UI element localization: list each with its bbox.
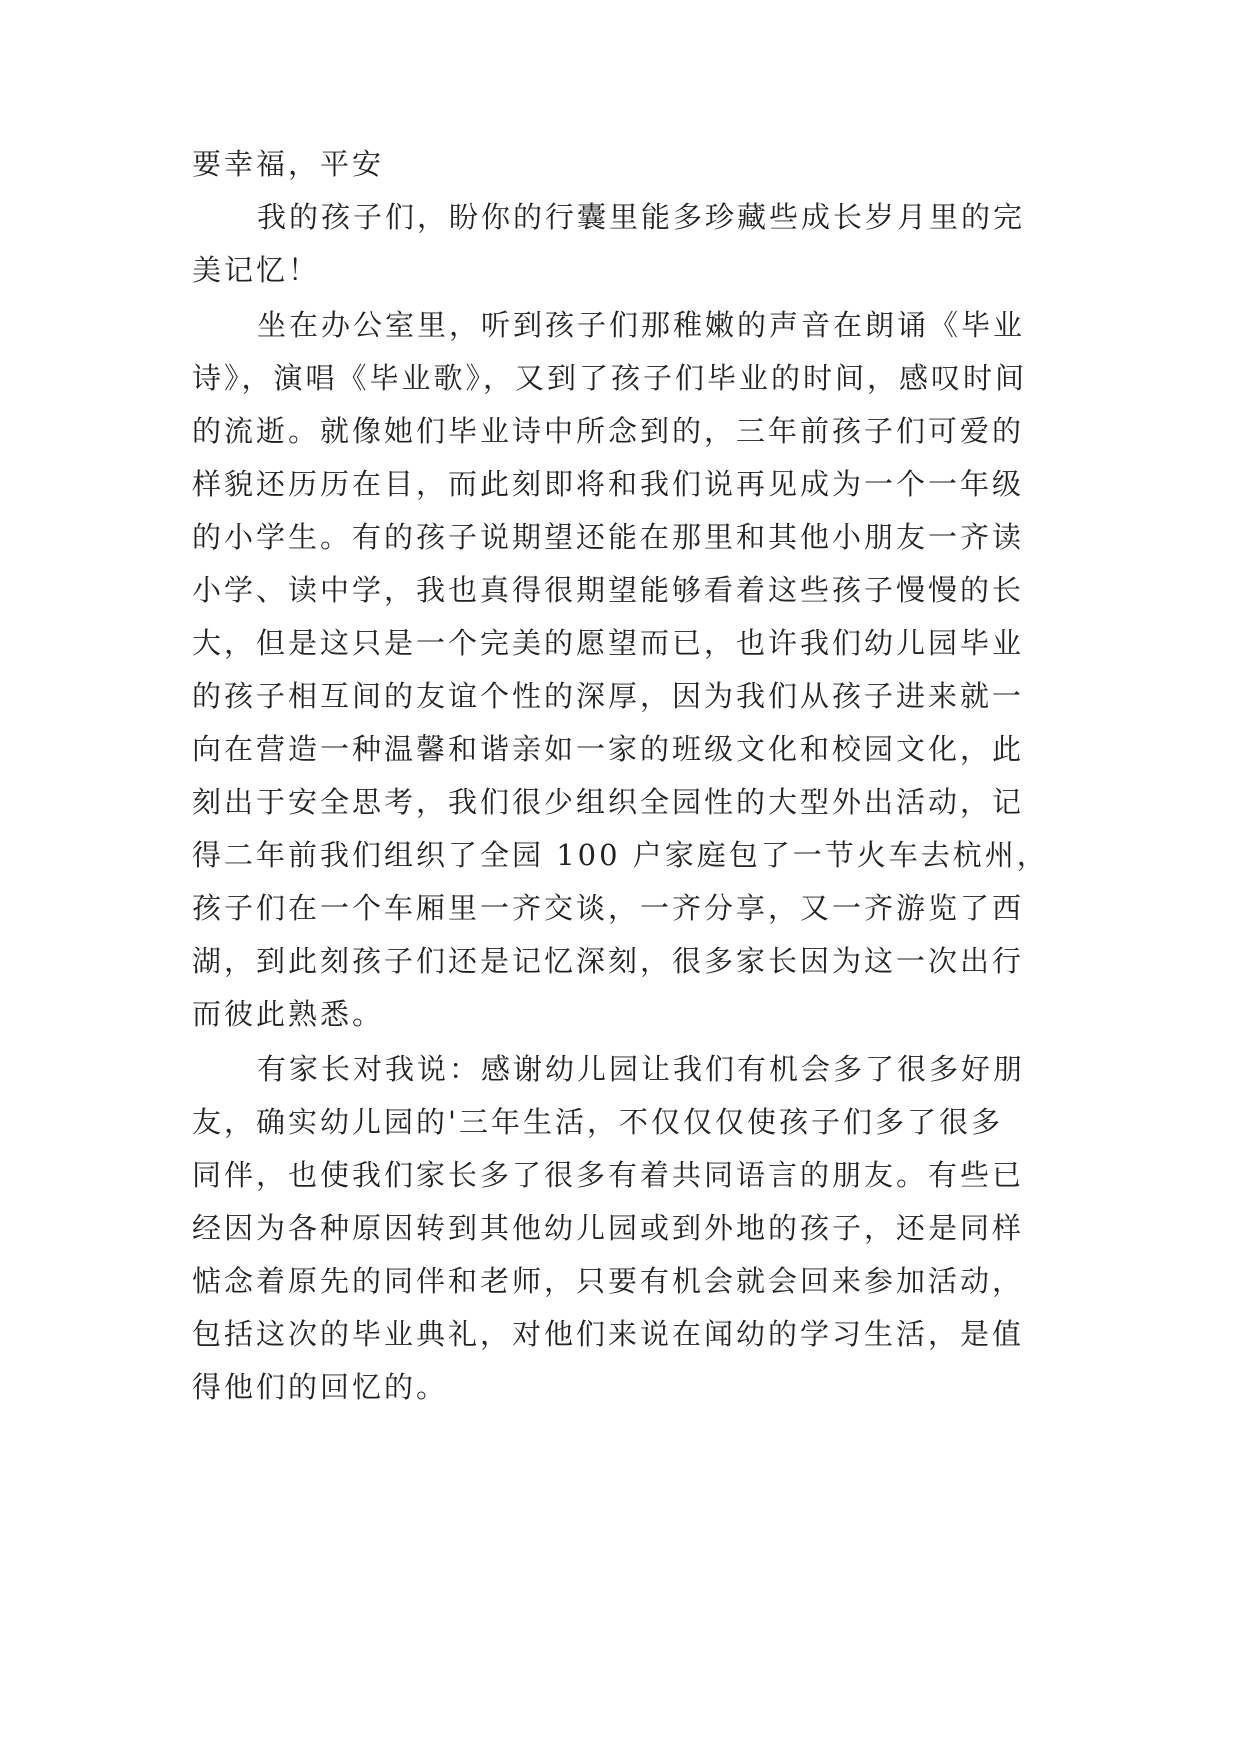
text-line: 向在营造一种温馨和谐亲如一家的班级文化和校园文化，此 <box>192 732 1025 766</box>
text-line: 包括这次的毕业典礼，对他们来说在闻幼的学习生活，是值 <box>192 1317 1025 1351</box>
text-line: 有家长对我说：感谢幼儿园让我们有机会多了很多好朋 <box>257 1052 1026 1086</box>
text-line: 刻出于安全思考，我们很少组织全园性的大型外出活动，记 <box>192 785 1025 819</box>
text-line: 坐在办公室里，听到孩子们那稚嫩的声音在朗诵《毕业 <box>257 308 1026 342</box>
text-line: 同伴，也使我们家长多了很多有着共同语言的朋友。有些已 <box>192 1158 1025 1192</box>
text-line: 得他们的回忆的。 <box>192 1370 449 1404</box>
text-line: 要幸福，平安 <box>192 147 385 181</box>
text-line: 惦念着原先的同伴和老师，只要有机会就会回来参加活动， <box>192 1264 1025 1298</box>
text-line: 小学、读中学，我也真得很期望能够看着这些孩子慢慢的长 <box>192 573 1025 607</box>
text-line: 经因为各种原因转到其他幼儿园或到外地的孩子，还是同样 <box>192 1211 1025 1245</box>
text-line: 样貌还历历在目，而此刻即将和我们说再见成为一个一年级 <box>192 467 1025 501</box>
text-line: 诗》，演唱《毕业歌》，又到了孩子们毕业的时间，感叹时间 <box>192 361 1028 395</box>
text-line: 得二年前我们组织了全园 100 户家庭包了一节火车去杭州， <box>192 838 1049 872</box>
text-line: 湖，到此刻孩子们还是记忆深刻，很多家长因为这一次出行 <box>192 944 1025 978</box>
text-line: 我的孩子们，盼你的行囊里能多珍藏些成长岁月里的完 <box>257 200 1026 234</box>
text-line: 美记忆！ <box>192 253 321 287</box>
text-line: 的孩子相互间的友谊个性的深厚，因为我们从孩子进来就一 <box>192 679 1025 713</box>
text-line: 友，确实幼儿园的'三年生活，不仅仅仅使孩子们多了很多 <box>192 1105 1003 1139</box>
text-line: 的流逝。就像她们毕业诗中所念到的，三年前孩子们可爱的 <box>192 414 1025 448</box>
text-line: 大，但是这只是一个完美的愿望而已，也许我们幼儿园毕业 <box>192 626 1025 660</box>
text-line: 孩子们在一个车厢里一齐交谈，一齐分享，又一齐游览了西 <box>192 891 1025 925</box>
text-line: 而彼此熟悉。 <box>192 997 385 1031</box>
text-line: 的小学生。有的孩子说期望还能在那里和其他小朋友一齐读 <box>192 520 1025 554</box>
